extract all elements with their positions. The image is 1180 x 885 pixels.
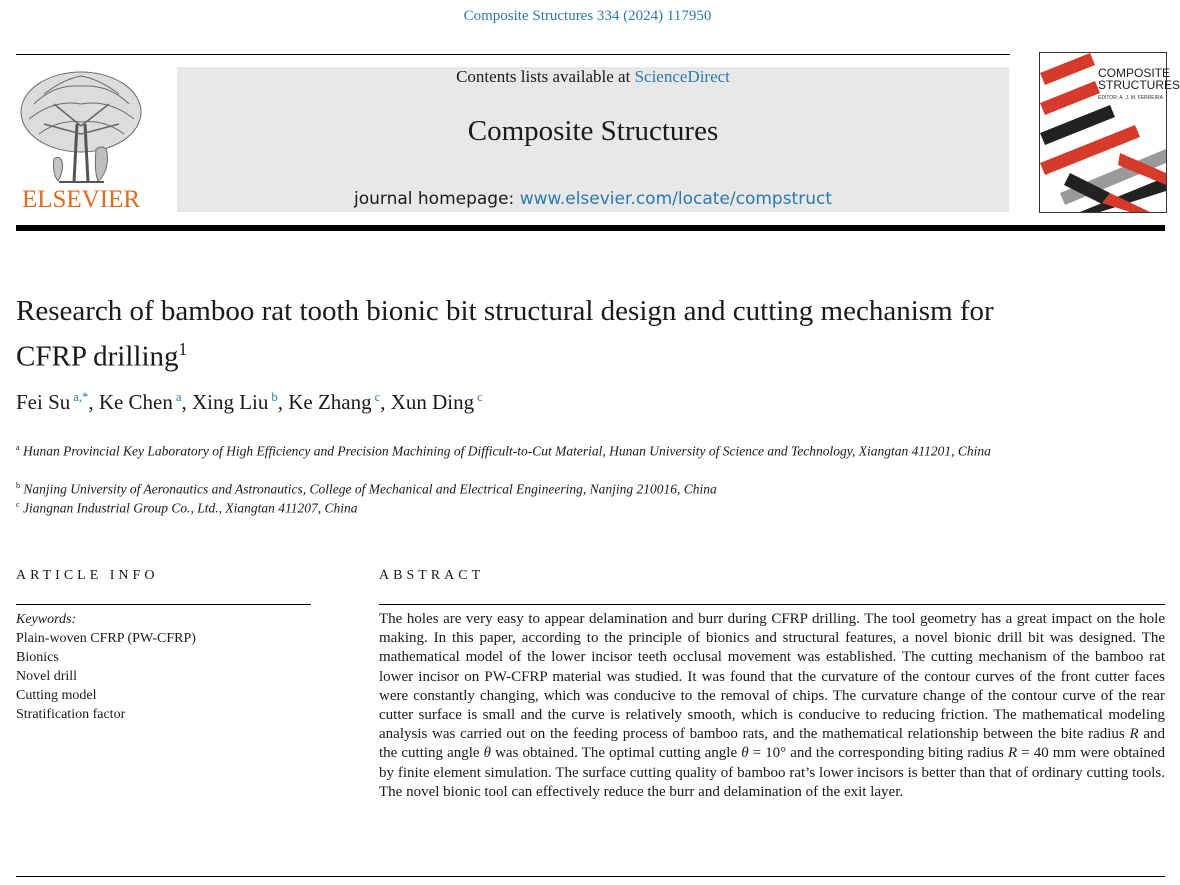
author-separator: ,	[277, 390, 289, 414]
contents-prefix: Contents lists available at	[456, 67, 635, 86]
homepage-link[interactable]: www.elsevier.com/locate/compstruct	[519, 189, 832, 209]
article-info-heading: ARTICLE INFO	[16, 568, 159, 583]
keyword-item: Stratification factor	[16, 707, 126, 722]
affiliation-letter[interactable]: c	[477, 390, 483, 404]
bottom-divider	[16, 876, 1165, 877]
math-var: θ	[483, 745, 492, 762]
author-name[interactable]: Ke Zhang	[288, 390, 372, 414]
corresponding-mark[interactable]: *	[82, 390, 89, 404]
affiliation-letter[interactable]: c	[374, 390, 381, 404]
affiliation-a	[16, 438, 1006, 461]
affiliation-text: Nanjing University of Aeronautics and Astronautics, College of Mechanical and Electrical Engineering, Nanjing 210016, China	[23, 481, 717, 497]
math-var: R	[1007, 745, 1018, 762]
keyword-item: Plain-woven CFRP (PW-CFRP)	[16, 631, 196, 646]
affiliation-letter[interactable]: b	[271, 390, 278, 404]
keywords-box	[16, 610, 196, 724]
affiliation-text: Hunan Provincial Key Laboratory of High Efficiency and Precision Machining of Difficult-to-Cut Material, Hunan University of Science and Technology, Xiangtan 411201, China	[22, 443, 991, 459]
cover-title	[1098, 67, 1180, 91]
keyword-item: Cutting model	[16, 688, 97, 703]
homepage-prefix: journal homepage:	[353, 189, 520, 209]
keyword-item: Novel drill	[16, 669, 78, 684]
contents-line	[177, 67, 1009, 87]
math-var: R	[1129, 726, 1139, 743]
journal-header-box	[177, 67, 1009, 212]
abstract-heading: ABSTRACT	[379, 568, 485, 583]
affiliation-mark: b	[16, 481, 21, 490]
keywords-label: Keywords:	[16, 612, 77, 627]
cover-title-line2: STRUCTURES	[1098, 78, 1180, 92]
author-list	[16, 390, 483, 415]
sciencedirect-link[interactable]: ScienceDirect	[634, 67, 730, 86]
abstract-text	[379, 610, 1165, 802]
article-title-text: Research of bamboo rat tooth bionic bit structural design and cutting mechanism for CFRP drilling	[16, 295, 994, 373]
top-divider	[16, 54, 1010, 55]
cover-title-line1: COMPOSITE	[1098, 66, 1171, 80]
affiliation-c	[16, 495, 1006, 518]
homepage-line	[177, 189, 1009, 209]
citation-link[interactable]: Composite Structures 334 (2024) 117950	[463, 8, 712, 24]
author-separator: ,	[380, 390, 391, 414]
author-name[interactable]: Xun Ding	[390, 390, 475, 414]
abstract-part: = 10° and the corresponding biting radius	[748, 745, 1008, 762]
author-name[interactable]: Ke Chen	[98, 390, 173, 414]
affiliation-mark: a	[16, 443, 20, 452]
author-separator: ,	[181, 390, 192, 414]
author-name[interactable]: Fei Su	[16, 390, 71, 414]
abstract-part: and the cutting angle	[379, 726, 1165, 762]
abstract-part: was obtained. The optimal cutting angle	[491, 745, 742, 762]
keyword-item: Bionics	[16, 650, 59, 665]
affiliation-letter[interactable]: a,	[73, 390, 83, 404]
cover-editor: EDITOR: A. J. M. FERREIRA	[1098, 95, 1163, 101]
author-name[interactable]: Xing Liu	[191, 390, 269, 414]
article-info-divider	[16, 604, 311, 605]
title-footnote-mark[interactable]: 1	[178, 339, 188, 359]
article-title	[16, 292, 1016, 376]
journal-cover[interactable]	[1039, 52, 1180, 213]
affiliation-text: Jiangnan Industrial Group Co., Ltd., Xiangtan 411207, China	[22, 500, 358, 516]
affiliation-mark: c	[16, 500, 20, 509]
math-var: θ	[741, 745, 749, 762]
author-separator: ,	[88, 390, 99, 414]
author-affiliation-mark[interactable]	[477, 390, 483, 404]
header-thick-divider	[16, 225, 1165, 231]
abstract-part: The holes are very easy to appear delamination and burr during CFRP drilling. The tool geometry has a great impact on the hole making. In this paper, according to the principle of bionics and structural features, a novel bionic drill bit was designed. The mathematical model of the lower incisor teeth occlusal movement was established. The cutting mechanism of the bamboo rat lower incisor on PW-CFRP material was studied. It was found that the curvature of the contour curves of the front cutter faces were constantly changing, which was conducive to the removal of chips. The curvature change of the contour curve of the rear cutter surface is small and the curve is relatively smooth, which is conducive to reducing friction. The mathematical modeling analysis was carried out on the feeding process of bamboo rats, and the mathematical relationship between the bite radius	[379, 611, 1165, 743]
author-affiliation-mark[interactable]	[73, 390, 88, 404]
abstract-part: = 40 mm were obtained by finite element simulation. The surface cutting quality of bamboo rat’s lower incisors is better than that of ordinary cutting tools. The novel bionic tool can effectively reduce the burr and delamination of the exit layer.	[379, 745, 1166, 800]
abstract-divider	[379, 604, 1165, 605]
journal-title: Composite Structures	[467, 115, 719, 147]
affiliation-letter[interactable]: a	[175, 390, 182, 404]
elsevier-wordmark: ELSEVIER	[21, 186, 141, 213]
